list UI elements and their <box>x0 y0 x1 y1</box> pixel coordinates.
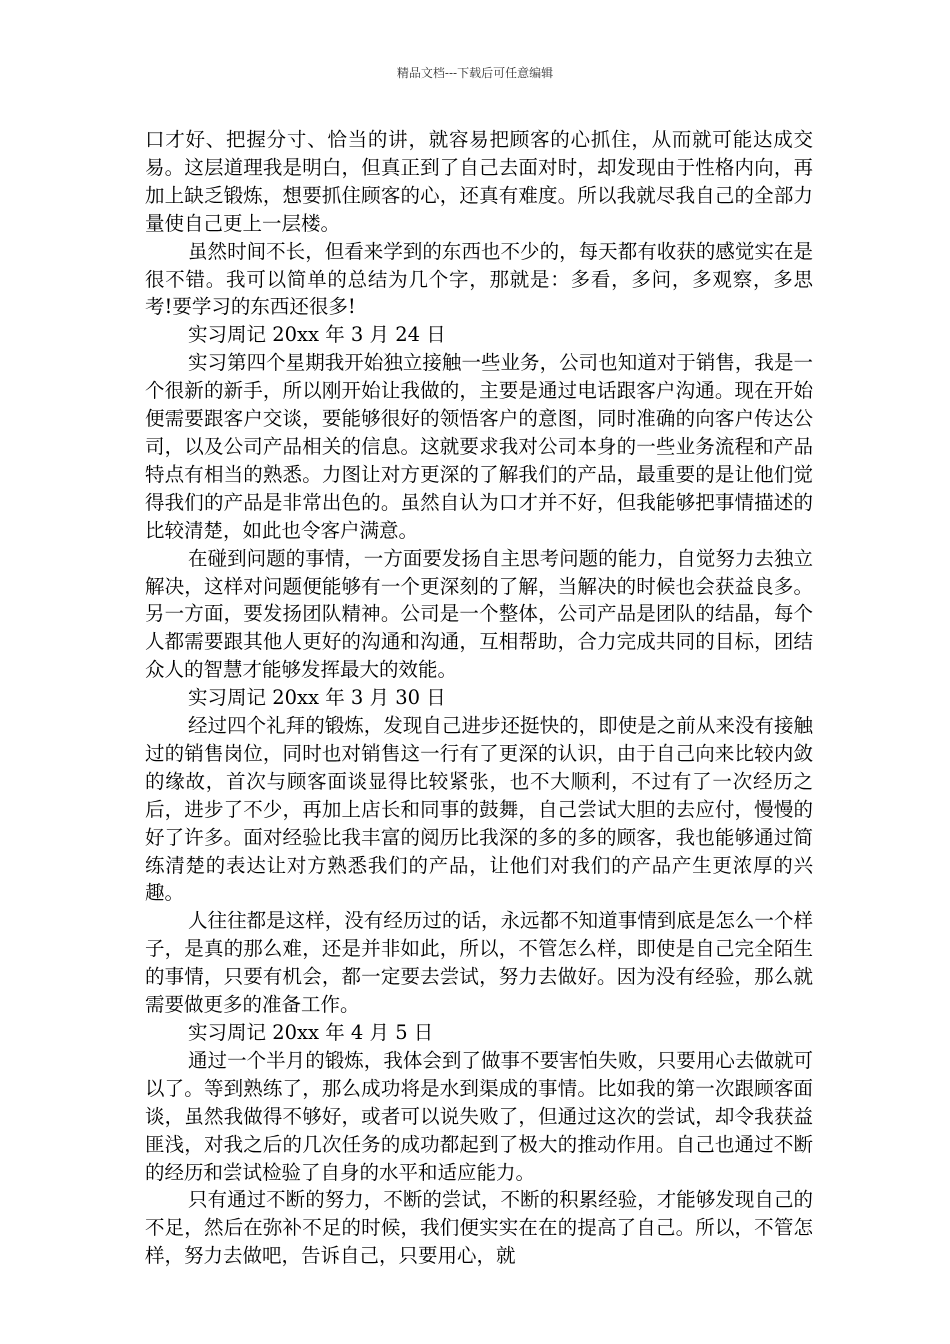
journal-date-heading: 实习周记 20xx 年 3 月 24 日 <box>188 323 446 347</box>
journal-date-heading: 实习周记 20xx 年 4 月 5 日 <box>188 1021 434 1044</box>
paragraph: 在碰到问题的事情，一方面要发扬自主思考问题的能力，自觉努力去独立解决，这样对问题便能够有一个更深刻的了解，当解决的时候也会获益良多。另一方面，要发扬团队精神。公司是一个整体，公司产品是团队的结晶，每个人都需要跟其他人更好的沟通和沟通，互相帮助，合力完成共同的目标，团结众人的智慧才能够发挥最大的效能。 <box>145 546 813 682</box>
paragraph: 只有通过不断的努力，不断的尝试，不断的积累经验，才能够发现自己的不足，然后在弥补不足的时候，我们便实实在在的提高了自己。所以，不管怎样，努力去做吧，告诉自己，只要用心，就 <box>145 1188 813 1268</box>
page-header: 精品文档---下载后可任意编辑 <box>396 66 554 80</box>
journal-date-heading: 实习周记 20xx 年 3 月 30 日 <box>188 686 446 710</box>
document-body <box>145 126 813 1270</box>
paragraph: 虽然时间不长，但看来学到的东西也不少的，每天都有收获的感觉实在是很不错。我可以简单的总结为几个字，那就是：多看，多问，多观察，多思考!要学习的东西还很多! <box>145 239 813 319</box>
paragraph: 通过一个半月的锻炼，我体会到了做事不要害怕失败，只要用心去做就可以了。等到熟练了，那么成功将是水到渠成的事情。比如我的第一次跟顾客面谈，虽然我做得不够好，或者可以说失败了，但通过这次的尝试，却令我获益匪浅，对我之后的几次任务的成功都起到了极大的推动作用。自己也通过不断的经历和尝试检验了自身的水平和适应能力。 <box>145 1048 813 1184</box>
paragraph: 人往往都是这样，没有经历过的话，永远都不知道事情到底是怎么一个样子，是真的那么难，还是并非如此，所以，不管怎么样，即使是自己完全陌生的事情，只要有机会，都一定要去尝试，努力去做好。因为没有经验，那么就需要做更多的准备工作。 <box>145 909 813 1017</box>
paragraph-continuation: 口才好、把握分寸、恰当的讲，就容易把顾客的心抓住，从而就可能达成交易。这层道理我是明白，但真正到了自己去面对时，却发现由于性格内向，再加上缺乏锻炼，想要抓住顾客的心，还真有难度。所以我就尽我自己的全部力量使自己更上一层楼。 <box>145 128 813 235</box>
paragraph: 经过四个礼拜的锻炼，发现自己进步还挺快的，即使是之前从来没有接触过的销售岗位，同时也对销售这一行有了更深的认识，由于自己向来比较内敛的缘故，首次与顾客面谈显得比较紧张，也不大顺利，不过有了一次经历之后，进步了不少，再加上店长和同事的鼓舞，自己尝试大胆的去应付，慢慢的好了许多。面对经验比我丰富的阅历比我深的多的多的顾客，我也能够通过简练清楚的表达让对方熟悉我们的产品，让他们对我们的产品产生更浓厚的兴趣。 <box>145 714 813 905</box>
paragraph: 实习第四个星期我开始独立接触一些业务，公司也知道对于销售，我是一个很新的新手，所以刚开始让我做的，主要是通过电话跟客户沟通。现在开始便需要跟客户交谈，要能够很好的领悟客户的意图，同时准确的向客户传达公司，以及公司产品相关的信息。这就要求我对公司本身的一些业务流程和产品特点有相当的熟悉。力图让对方更深的了解我们的产品，最重要的是让他们觉得我们的产品是非常出色的。虽然自认为口才并不好，但我能够把事情描述的比较清楚，如此也令客户满意。 <box>145 351 813 542</box>
